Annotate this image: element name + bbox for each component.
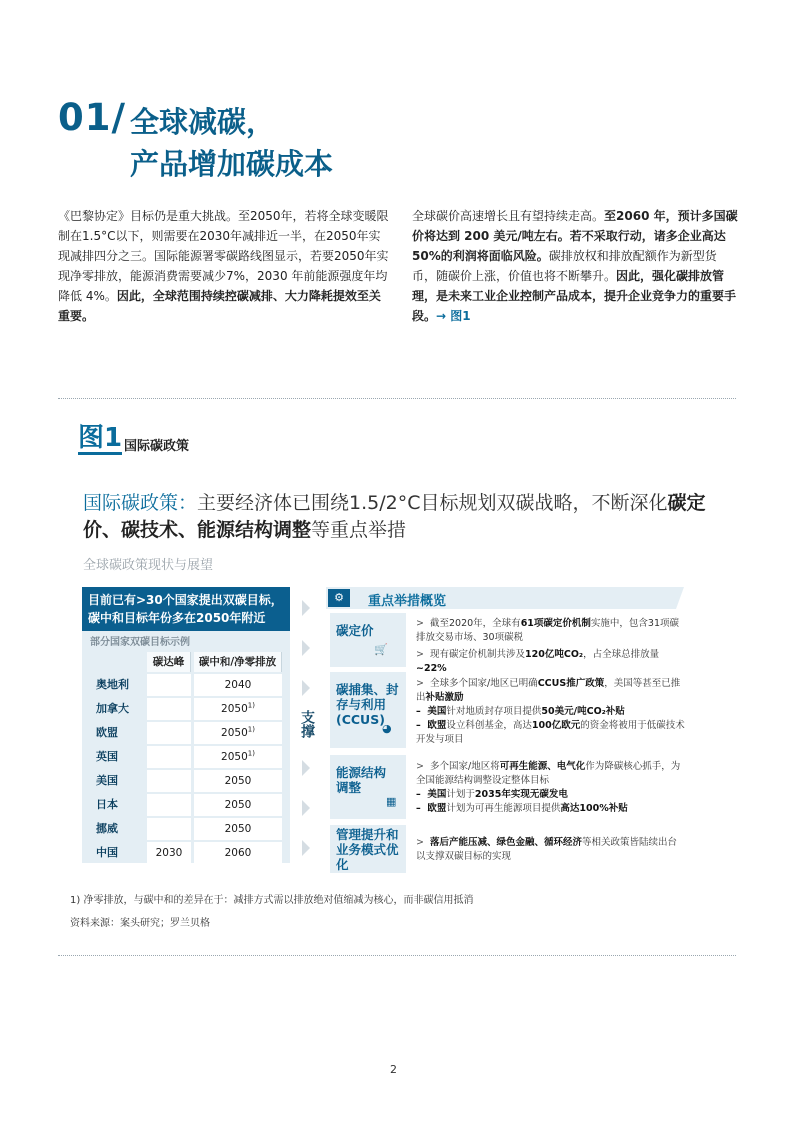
intro-right-bold1: 至2060 年，预计多国碳价将达到 200 美元/吨左右。若不采取行动，诸多企业高达50%的利润将面临风险。 (412, 209, 738, 263)
divider-bottom (58, 955, 736, 956)
measures-icon: ⚙ (328, 589, 350, 607)
left-panel-header-line2: 碳中和目标年份多在2050年附近 (88, 611, 266, 625)
peak-year-cell (147, 746, 191, 768)
headline-accent: 国际碳政策： (83, 492, 198, 514)
figure-title: 国际碳政策 (124, 439, 190, 454)
right-panel-title: 重点举措概览 (368, 594, 447, 609)
intro-right-paragraph (412, 206, 740, 326)
intro-right-bold2: 因此，强化碳排放管理，是未来工业企业控制产品成本，提升企业竞争力的重要手段。 (412, 269, 737, 323)
neutral-year-value: 2050 (224, 775, 252, 787)
country-name: 中国 (96, 846, 118, 859)
peak-year-cell: 2030 (147, 842, 191, 864)
support-label: 支撑 (299, 710, 315, 738)
page-number: 2 (390, 1063, 397, 1076)
card1-bullets (416, 617, 686, 676)
neutral-year-value: 2060 (224, 847, 252, 859)
neutral-year-value: 2050 (224, 799, 252, 811)
bullet: > 多个国家/地区将可再生能源、电气化作为降碳核心抓手，为全国能源结构调整设定整体目标 (416, 761, 681, 786)
neutral-year-cell (194, 818, 282, 840)
section-title-line2: 产品增加碳成本 (130, 147, 334, 181)
divider-top (58, 398, 736, 399)
chevron-icon (302, 640, 310, 656)
headline-bold: 碳定价、碳技术、能源结构调整 (83, 492, 706, 541)
neutral-year-cell (194, 746, 282, 768)
table-caption: 部分国家双碳目标示例 (90, 637, 190, 648)
bullet: – 欧盟设立科创基金，高达100亿欧元的资金将被用于低碳技术开发与项目 (416, 720, 685, 745)
card-management (330, 825, 406, 873)
figure-tag: 图1 (78, 423, 123, 453)
intro-left-bold: 因此，全球范围持续控碳减排、大力降耗提效至关重要。 (58, 289, 381, 323)
left-panel-header (82, 587, 290, 631)
neutral-year-cell (194, 722, 282, 744)
figure-headline (83, 490, 723, 544)
grid-icon: ▦ (386, 795, 397, 808)
section-number: 01/ (58, 96, 127, 139)
section-title-line1: 全球减碳， (130, 105, 276, 139)
bullet: > 全球多个国家/地区已明确CCUS推广政策，美国等甚至已推出补贴激励 (416, 678, 681, 703)
peak-year-cell (147, 818, 191, 840)
neutral-year-cell (194, 698, 282, 720)
col-header-neutral: 碳中和/净零排放 (194, 652, 282, 672)
bullet: – 欧盟计划为可再生能源项目提供高达100%补贴 (416, 803, 628, 814)
figure-link[interactable]: → 图1 (436, 309, 471, 323)
bullet: > 现有碳定价机制共涉及120亿吨CO₂，占全球总排放量~22% (416, 649, 660, 674)
country-name: 欧盟 (96, 726, 118, 739)
country-name: 日本 (96, 798, 118, 811)
intro-right-text1: 全球碳价高速增长且有望持续走高。 (412, 209, 605, 223)
left-panel-header-line1: 目前已有>30个国家提出双碳目标， (88, 593, 283, 607)
card-carbon-pricing (330, 613, 406, 667)
country-name: 美国 (96, 774, 118, 787)
neutral-year-cell (194, 794, 282, 816)
peak-year-cell (147, 794, 191, 816)
footnote-marker: 1) (247, 725, 255, 734)
card-title: 能源结构调整 (336, 765, 387, 795)
chevron-icon (302, 800, 310, 816)
figure-subtitle: 全球碳政策现状与展望 (83, 558, 214, 573)
card2-bullets (416, 677, 686, 747)
footnote: 1) 净零排放，与碳中和的差异在于：减排方式需以排放绝对值缩减为核心，而非碳信用抵消 (70, 895, 474, 906)
neutral-year-value: 2050 (221, 751, 248, 763)
cart-icon: 🛒 (374, 643, 388, 656)
footnote-marker: 1) (247, 701, 255, 710)
intro-left-text: 《巴黎协定》目标仍是重大挑战。至2050年，若将全球变暖限制在1.5°C以下，则需要在2030年减排近一半，在2050年实现减排四分之三。国际能源署零碳路线图显示，若要2050年实现净零排放，能源消费需要减少7%，2030 年前能源强度年均降低 4%。 (58, 209, 389, 303)
card4-bullets (416, 836, 686, 864)
country-name: 奥地利 (96, 678, 129, 691)
neutral-year-cell (194, 842, 282, 864)
peak-year-cell (147, 770, 191, 792)
card-title: 碳定价 (336, 623, 374, 638)
peak-year-cell (147, 722, 191, 744)
peak-year-cell (147, 698, 191, 720)
headline-text2: 等重点举措 (311, 519, 407, 541)
country-name: 英国 (96, 750, 118, 763)
card3-bullets (416, 760, 686, 816)
pie-icon: ◕ (382, 722, 392, 735)
peak-year-cell (147, 674, 191, 696)
footnote-marker: 1) (247, 749, 255, 758)
neutral-year-value: 2050 (221, 703, 248, 715)
bullet: > 截至2020年，全球有61项碳定价机制实施中，包含31项碳排放交易市场、30项碳税 (416, 618, 680, 643)
neutral-year-value: 2050 (224, 823, 252, 835)
bullet: – 美国计划于2035年实现无碳发电 (416, 789, 568, 800)
country-name: 加拿大 (96, 702, 129, 715)
chevron-icon (302, 840, 310, 856)
card-ccus (330, 672, 406, 748)
bullet: > 落后产能压减、绿色金融、循环经济等相关政策皆陆续出台以支撑双碳目标的实现 (416, 837, 678, 862)
country-name: 挪威 (96, 822, 118, 835)
bullet: – 美国针对地质封存项目提供50美元/吨CO₂补贴 (416, 706, 625, 717)
card-title: 管理提升和业务模式优化 (336, 827, 399, 872)
chevron-icon (302, 600, 310, 616)
intro-left-paragraph (58, 206, 392, 326)
neutral-year-value: 2050 (221, 727, 248, 739)
card-title: 碳捕集、封存与利用(CCUS) (336, 682, 399, 727)
neutral-year-value: 2040 (224, 679, 252, 691)
neutral-year-cell (194, 674, 282, 696)
headline-text1: 主要经济体已围绕1.5/2°C目标规划双碳战略，不断深化 (197, 492, 668, 514)
intro-right-text2: 碳排放权和排放配额作为新型货币，随碳价上涨，价值也将不断攀升。 (412, 249, 717, 283)
card-energy-structure (330, 755, 406, 819)
chevron-icon (302, 760, 310, 776)
neutral-year-cell (194, 770, 282, 792)
chevron-icon (302, 680, 310, 696)
col-header-peak: 碳达峰 (147, 652, 191, 672)
source-note: 资料来源：案头研究；罗兰贝格 (70, 918, 210, 929)
